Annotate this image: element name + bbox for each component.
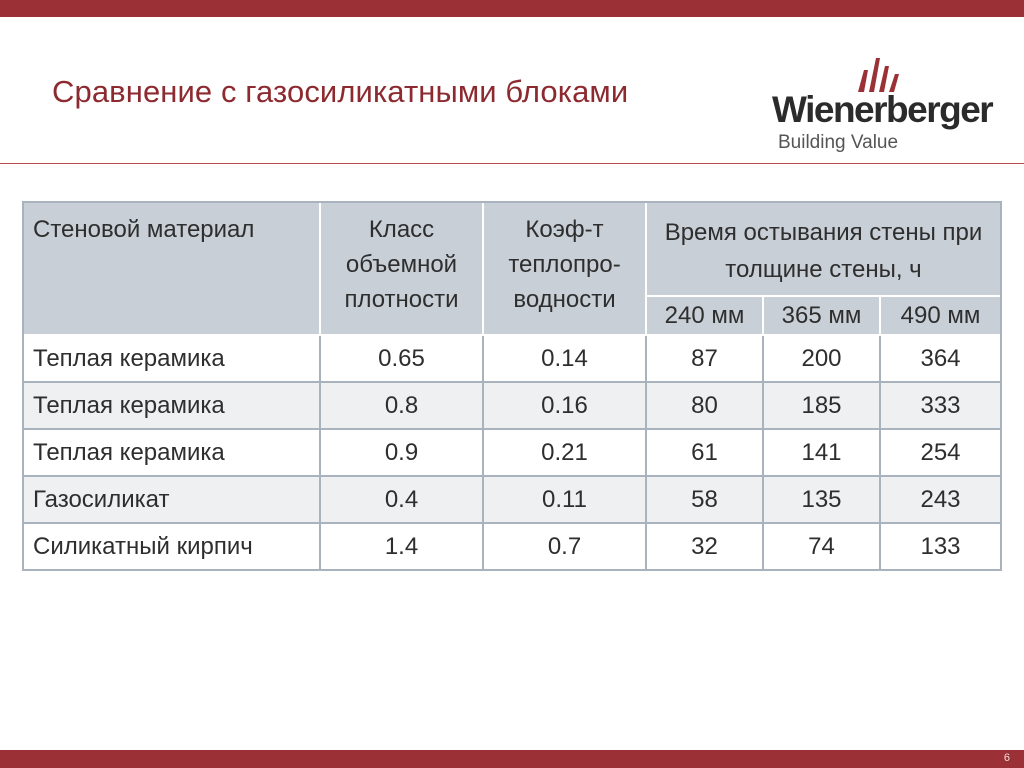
cell-time-365: 200	[764, 336, 881, 383]
cell-time-240: 87	[647, 336, 764, 383]
cell-conductivity: 0.21	[484, 430, 647, 477]
header-thickness-490: 490 мм	[881, 297, 1000, 336]
table-row	[24, 430, 1000, 477]
logo-wordmark: Wienerberger	[772, 89, 993, 130]
cell-conductivity: 0.7	[484, 524, 647, 569]
page-number: 6	[1003, 752, 1010, 764]
cell-density: 1.4	[321, 524, 484, 569]
cell-material: Газосиликат	[24, 477, 321, 524]
cell-time-490: 333	[881, 383, 1000, 430]
cell-time-365: 141	[764, 430, 881, 477]
cell-material: Силикатный кирпич	[24, 524, 321, 569]
cell-time-365: 185	[764, 383, 881, 430]
cell-time-240: 58	[647, 477, 764, 524]
header-wall-material: Стеновой материал	[24, 203, 321, 336]
cell-density: 0.8	[321, 383, 484, 430]
cell-conductivity: 0.11	[484, 477, 647, 524]
cell-time-490: 243	[881, 477, 1000, 524]
cell-time-240: 80	[647, 383, 764, 430]
top-accent-bar	[0, 0, 1024, 17]
cell-time-240: 61	[647, 430, 764, 477]
cell-time-365: 74	[764, 524, 881, 569]
cell-time-490: 254	[881, 430, 1000, 477]
header-cooling-time: Время остывания стены при толщине стены, ч	[647, 203, 1000, 297]
cell-time-490: 133	[881, 524, 1000, 569]
cell-conductivity: 0.14	[484, 336, 647, 383]
cell-density: 0.9	[321, 430, 484, 477]
brick-chimney-mark-icon	[856, 52, 902, 92]
cell-material: Теплая керамика	[24, 383, 321, 430]
header-density-class: Класс объемной плотности	[321, 203, 484, 336]
cell-time-490: 364	[881, 336, 1000, 383]
cell-material: Теплая керамика	[24, 336, 321, 383]
table-row	[24, 477, 1000, 524]
table-header-row	[24, 203, 1000, 297]
header-thickness-240: 240 мм	[647, 297, 764, 336]
bottom-accent-bar	[0, 750, 1024, 768]
slide-title: Сравнение с газосиликатными блоками	[52, 74, 629, 109]
comparison-table	[22, 201, 1002, 571]
table-row	[24, 383, 1000, 430]
cell-time-365: 135	[764, 477, 881, 524]
header-thickness-365: 365 мм	[764, 297, 881, 336]
cell-material: Теплая керамика	[24, 430, 321, 477]
cell-density: 0.65	[321, 336, 484, 383]
cell-density: 0.4	[321, 477, 484, 524]
header-thermal-conductivity: Коэф-т теплопро-водности	[484, 203, 647, 336]
table-row	[24, 336, 1000, 383]
logo-tagline: Building Value	[778, 132, 899, 153]
cell-time-240: 32	[647, 524, 764, 569]
table-row	[24, 524, 1000, 569]
cell-conductivity: 0.16	[484, 383, 647, 430]
wienerberger-logo	[772, 52, 997, 156]
title-divider	[0, 163, 1024, 164]
